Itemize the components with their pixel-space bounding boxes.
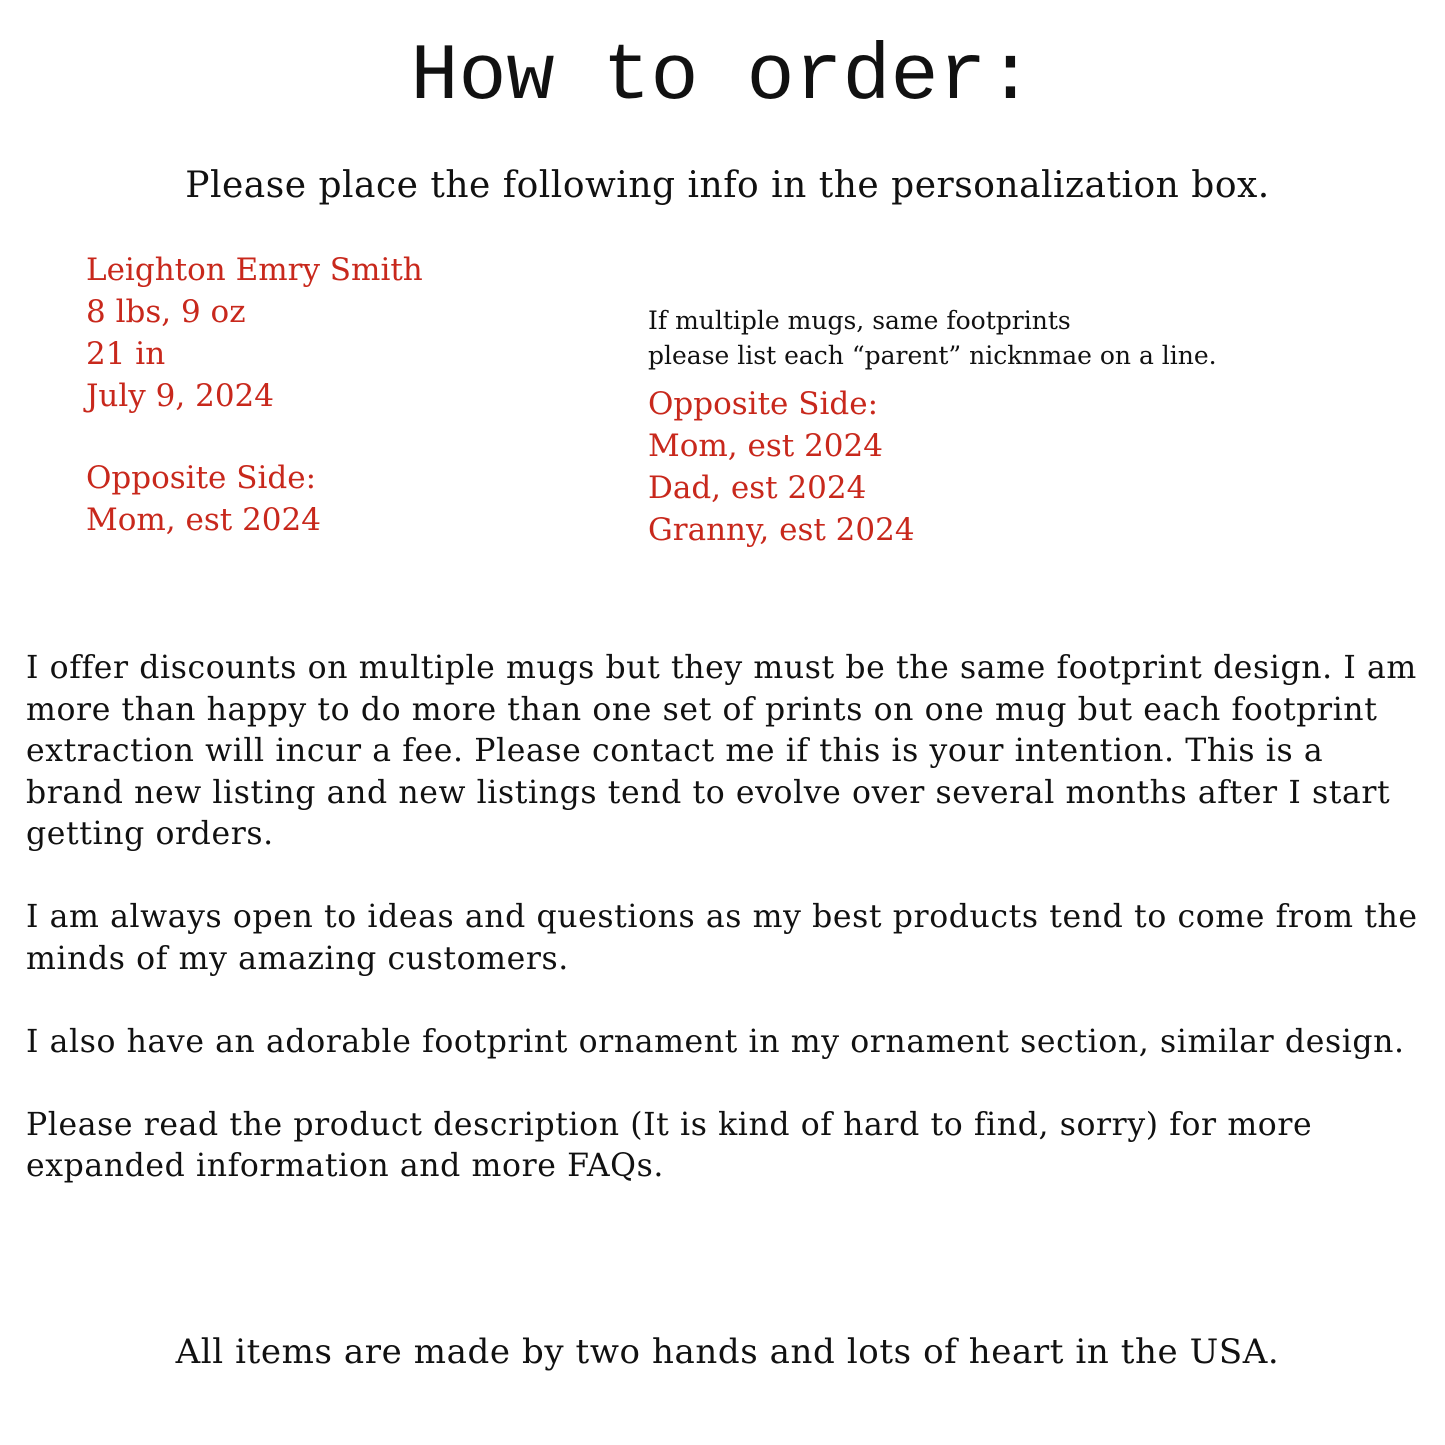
example-birthdate: July 9, 2024	[86, 378, 274, 414]
example-opposite-heading: Opposite Side:	[86, 460, 317, 496]
example-multiple-mugs	[648, 303, 1217, 551]
example-opposite-line: Mom, est 2024	[648, 428, 883, 464]
multiple-mugs-example	[648, 383, 1217, 551]
example-opposite-line: Dad, est 2024	[648, 470, 867, 506]
info-paragraphs	[26, 648, 1421, 1229]
handmade-footer: All items are made by two hands and lots of heart in the USA.	[175, 1332, 1280, 1372]
multiple-mugs-note	[648, 303, 1217, 373]
example-length: 21 in	[86, 336, 166, 372]
instructions-subtitle: Please place the following info in the personalization box.	[185, 165, 1270, 206]
note-line: please list each “parent” nicknmae on a line.	[648, 341, 1217, 370]
description-paragraph: Please read the product description (It is kind of hard to find, sorry) for more expanded information and more FAQs.	[26, 1106, 1313, 1184]
ideas-paragraph: I am always open to ideas and questions as my best products tend to come from the minds of my amazing customers.	[26, 899, 1418, 977]
example-name: Leighton Emry Smith	[86, 252, 423, 288]
example-opposite-line: Granny, est 2024	[648, 512, 915, 548]
page-title: How to order:	[410, 32, 1035, 123]
spacer	[86, 417, 423, 457]
discount-paragraph: I offer discounts on multiple mugs but they must be the same footprint design. I am more than happy to do more than one set of prints on one mug but each footprint extraction will incur a fee. Please contact me if this is your intention. This is a brand new listing and new listings tend to evolve over several months after I start getting orders.	[26, 650, 1417, 852]
ornament-paragraph: I also have an adorable footprint ornament in my ornament section, similar design.	[26, 1023, 1405, 1060]
example-weight: 8 lbs, 9 oz	[86, 294, 246, 330]
example-opposite-heading: Opposite Side:	[648, 386, 879, 422]
example-single-mug	[86, 249, 423, 541]
example-opposite-line: Mom, est 2024	[86, 502, 321, 538]
note-line: If multiple mugs, same footprints	[648, 306, 1071, 335]
